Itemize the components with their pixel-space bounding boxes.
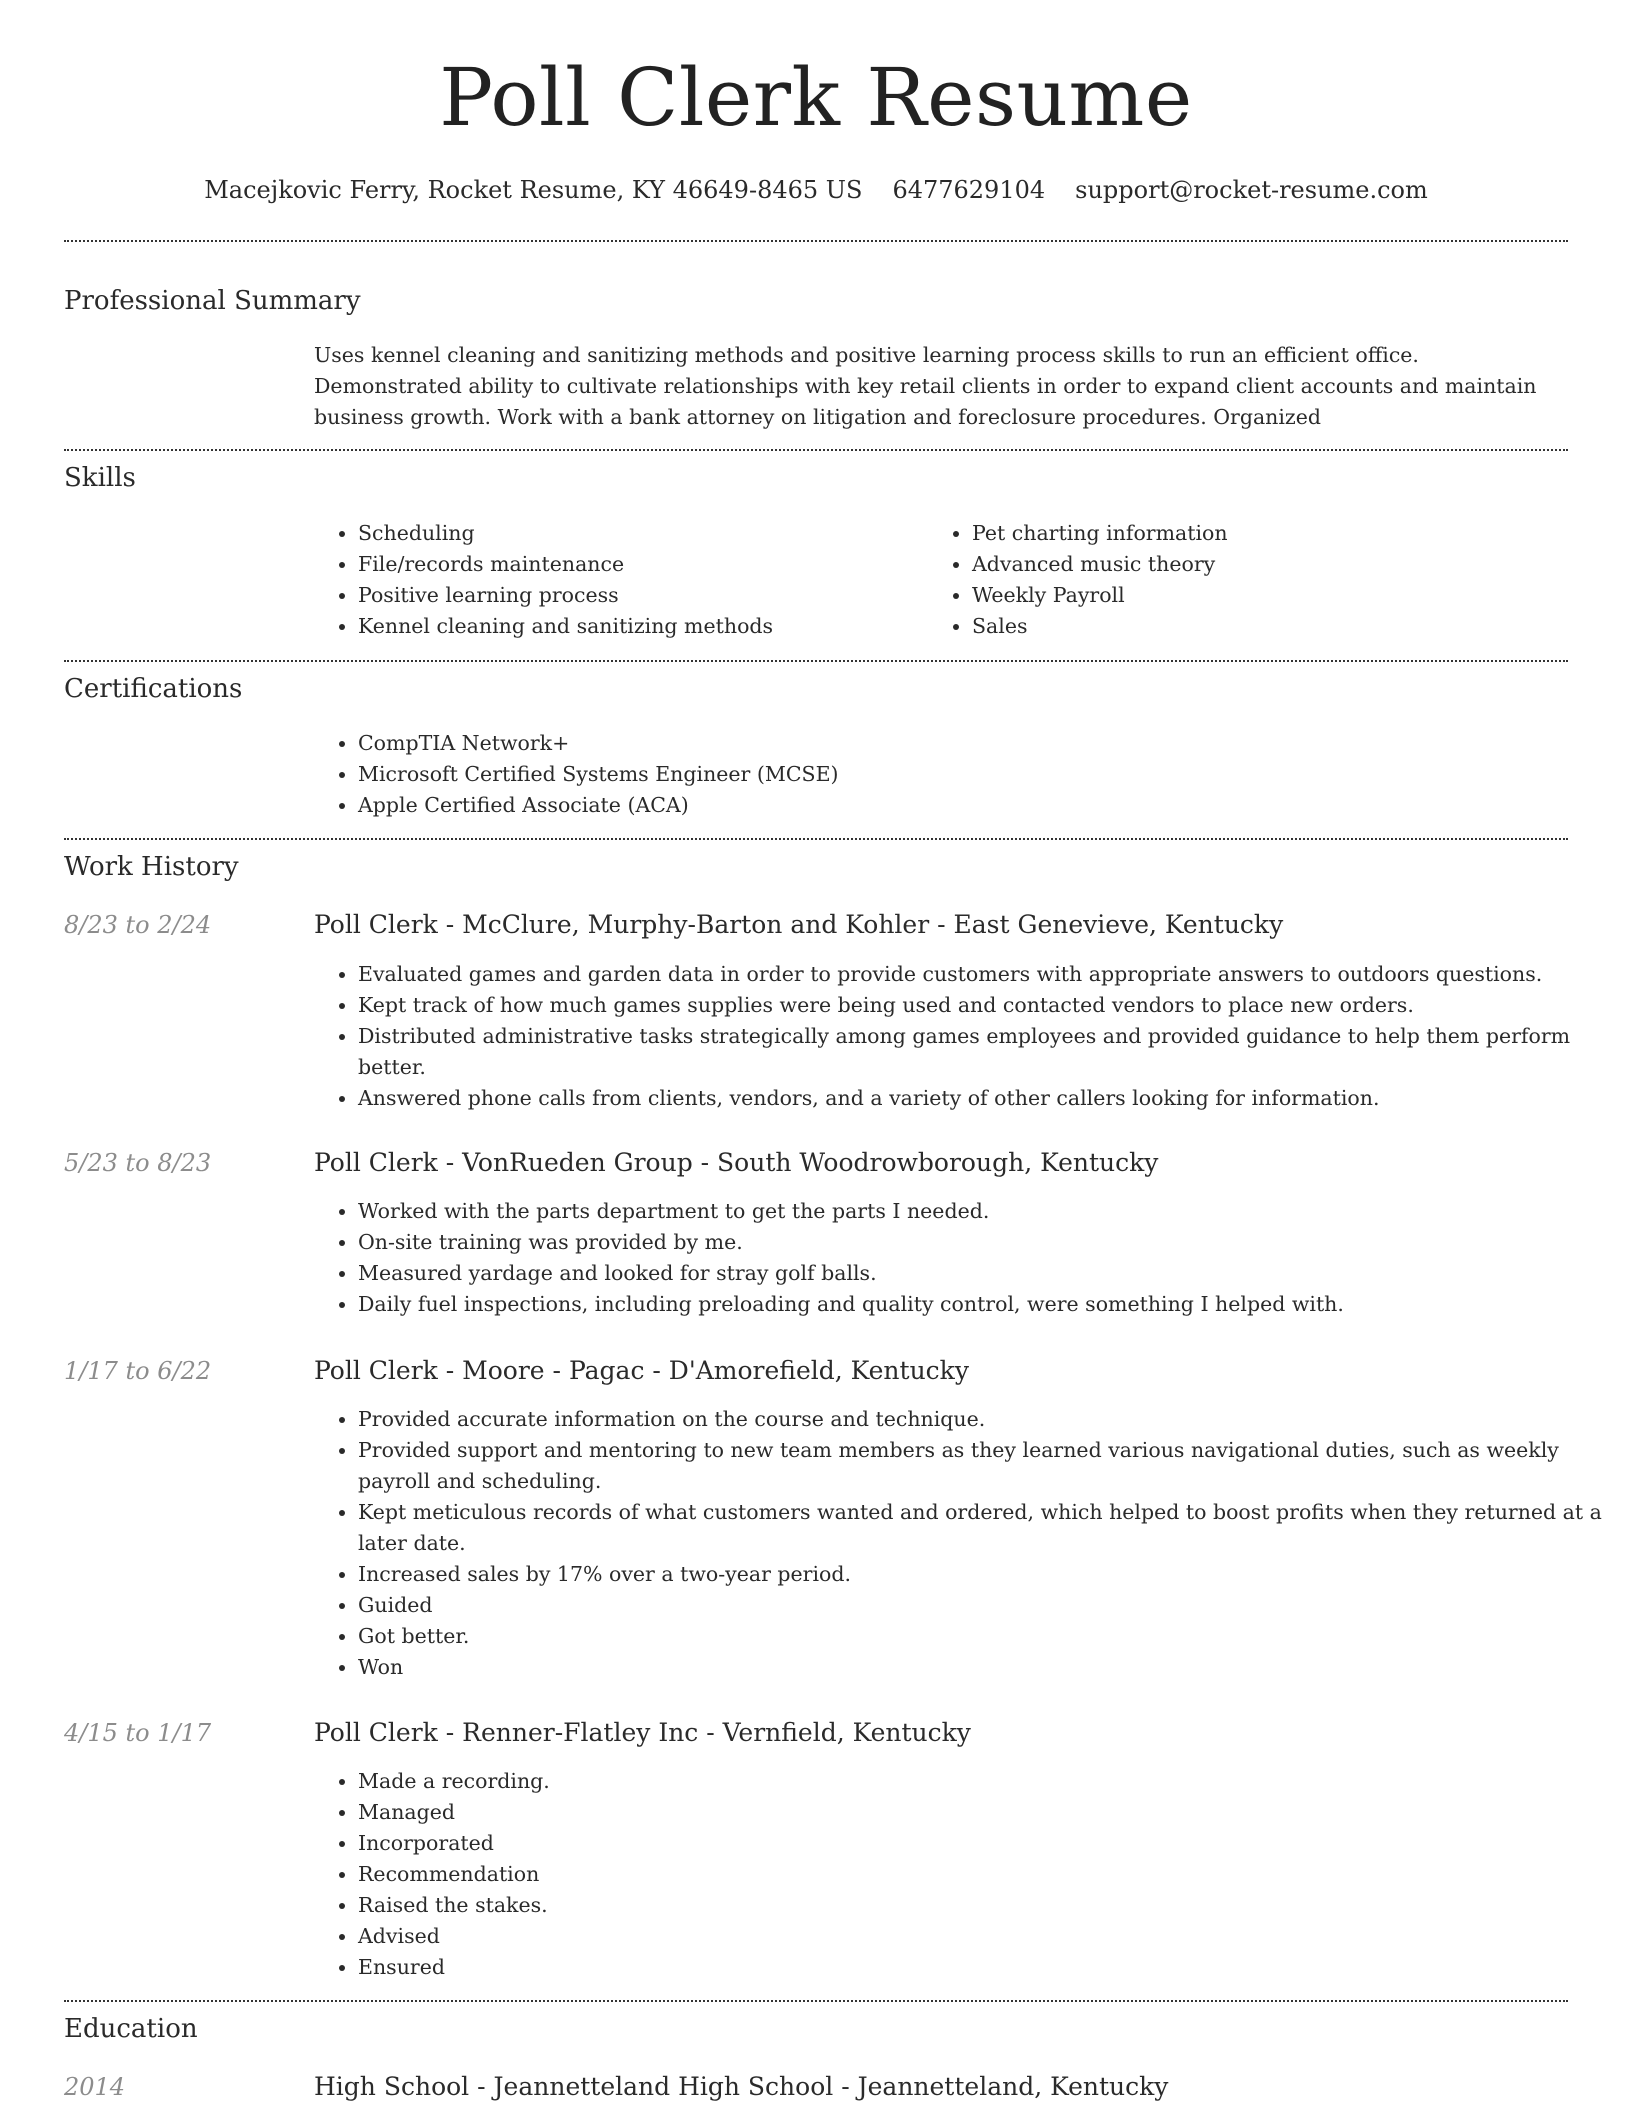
list-item: • Kept meticulous records of what customers wanted and ordered, which helped to boost profits when they returned at a later date. — [358, 1497, 1612, 1559]
list-item: • Apple Certified Associate (ACA) — [358, 790, 1598, 821]
list-item: • Won — [358, 1652, 1612, 1683]
divider — [64, 240, 1568, 242]
list-item: • Scheduling — [358, 518, 918, 549]
list-item: • Increased sales by 17% over a two-year period. — [358, 1559, 1612, 1590]
section-heading-certifications: Certifications — [64, 674, 243, 704]
list-item: • Kennel cleaning and sanitizing methods — [358, 611, 918, 642]
list-item: • CompTIA Network+ — [358, 728, 1598, 759]
list-item: • Managed — [358, 1797, 1612, 1828]
list-item: • Advised — [358, 1921, 1612, 1952]
section-heading-summary: Professional Summary — [64, 286, 361, 316]
contact-line — [0, 170, 1632, 210]
job-dates: 4/15 to 1/17 — [64, 1719, 212, 1747]
education-dates: 2014 — [64, 2073, 126, 2101]
list-item: • Worked with the parts department to get the parts I needed. — [358, 1196, 1612, 1227]
divider — [64, 838, 1568, 840]
education-title: High School - Jeannetteland High School - Jeannetteland, Kentucky — [314, 2072, 1169, 2101]
list-item: • Kept track of how much games supplies were being used and contacted vendors to place new orders. — [358, 990, 1612, 1021]
job-bullets — [314, 1404, 1612, 1683]
list-item: • Ensured — [358, 1952, 1612, 1983]
job-title: Poll Clerk - Renner-Flatley Inc - Vernfield, Kentucky — [314, 1718, 971, 1747]
list-item: • Daily fuel inspections, including preloading and quality control, were something I helped with. — [358, 1289, 1612, 1320]
skills-list-left — [314, 518, 918, 642]
contact-address: Macejkovic Ferry, Rocket Resume, KY 46649-8465 US — [204, 176, 863, 204]
divider — [64, 660, 1568, 662]
list-item: • Made a recording. — [358, 1766, 1612, 1797]
list-item: • Microsoft Certified Systems Engineer (MCSE) — [358, 759, 1598, 790]
job-title: Poll Clerk - Moore - Pagac - D'Amorefield, Kentucky — [314, 1356, 969, 1385]
divider — [64, 2000, 1568, 2002]
list-item: • Raised the stakes. — [358, 1890, 1612, 1921]
list-item: • Provided support and mentoring to new team members as they learned various navigational duties, such as weekly payroll and scheduling. — [358, 1435, 1612, 1497]
job-dates: 1/17 to 6/22 — [64, 1357, 212, 1385]
job-title: Poll Clerk - McClure, Murphy-Barton and Kohler - East Genevieve, Kentucky — [314, 910, 1284, 939]
page-title: Poll Clerk Resume — [439, 51, 1193, 144]
divider — [64, 449, 1568, 451]
list-item: • Provided accurate information on the course and technique. — [358, 1404, 1612, 1435]
list-item: • Recommendation — [358, 1859, 1612, 1890]
list-item: • File/records maintenance — [358, 549, 918, 580]
list-item: • Incorporated — [358, 1828, 1612, 1859]
section-heading-skills: Skills — [64, 463, 136, 493]
list-item: • Weekly Payroll — [972, 580, 1592, 611]
list-item: • Positive learning process — [358, 580, 918, 611]
job-bullets — [314, 959, 1612, 1114]
job-dates: 8/23 to 2/24 — [64, 911, 212, 939]
job-bullets — [314, 1196, 1612, 1320]
section-heading-education: Education — [64, 2014, 198, 2044]
certifications-list — [314, 728, 1598, 821]
list-item: • On-site training was provided by me. — [358, 1227, 1612, 1258]
list-item: • Advanced music theory — [972, 549, 1592, 580]
list-item: • Evaluated games and garden data in order to provide customers with appropriate answers to outdoors questions. — [358, 959, 1612, 990]
skills-list-right — [928, 518, 1592, 642]
section-heading-work-history: Work History — [64, 852, 239, 882]
summary-text: Uses kennel cleaning and sanitizing methods and positive learning process skills to run an efficient office. Demonstrated ability to cultivate relationships with key retail clients in order to expand client accounts and maintain business growth. Work with a bank attorney on litigation and foreclosure procedures. Organized — [314, 343, 1537, 429]
list-item: • Distributed administrative tasks strategically among games employees and provided guidance to help them perform better. — [358, 1021, 1612, 1083]
list-item: • Measured yardage and looked for stray golf balls. — [358, 1258, 1612, 1289]
list-item: • Answered phone calls from clients, vendors, and a variety of other callers looking for information. — [358, 1083, 1612, 1114]
job-bullets — [314, 1766, 1612, 1983]
list-item: • Pet charting information — [972, 518, 1592, 549]
list-item: • Guided — [358, 1590, 1612, 1621]
contact-email[interactable]: support@rocket-resume.com — [1075, 176, 1428, 204]
job-title: Poll Clerk - VonRueden Group - South Woodrowborough, Kentucky — [314, 1148, 1159, 1177]
list-item: • Sales — [972, 611, 1592, 642]
list-item: • Got better. — [358, 1621, 1612, 1652]
job-dates: 5/23 to 8/23 — [64, 1149, 212, 1177]
contact-phone: 6477629104 — [892, 176, 1046, 204]
